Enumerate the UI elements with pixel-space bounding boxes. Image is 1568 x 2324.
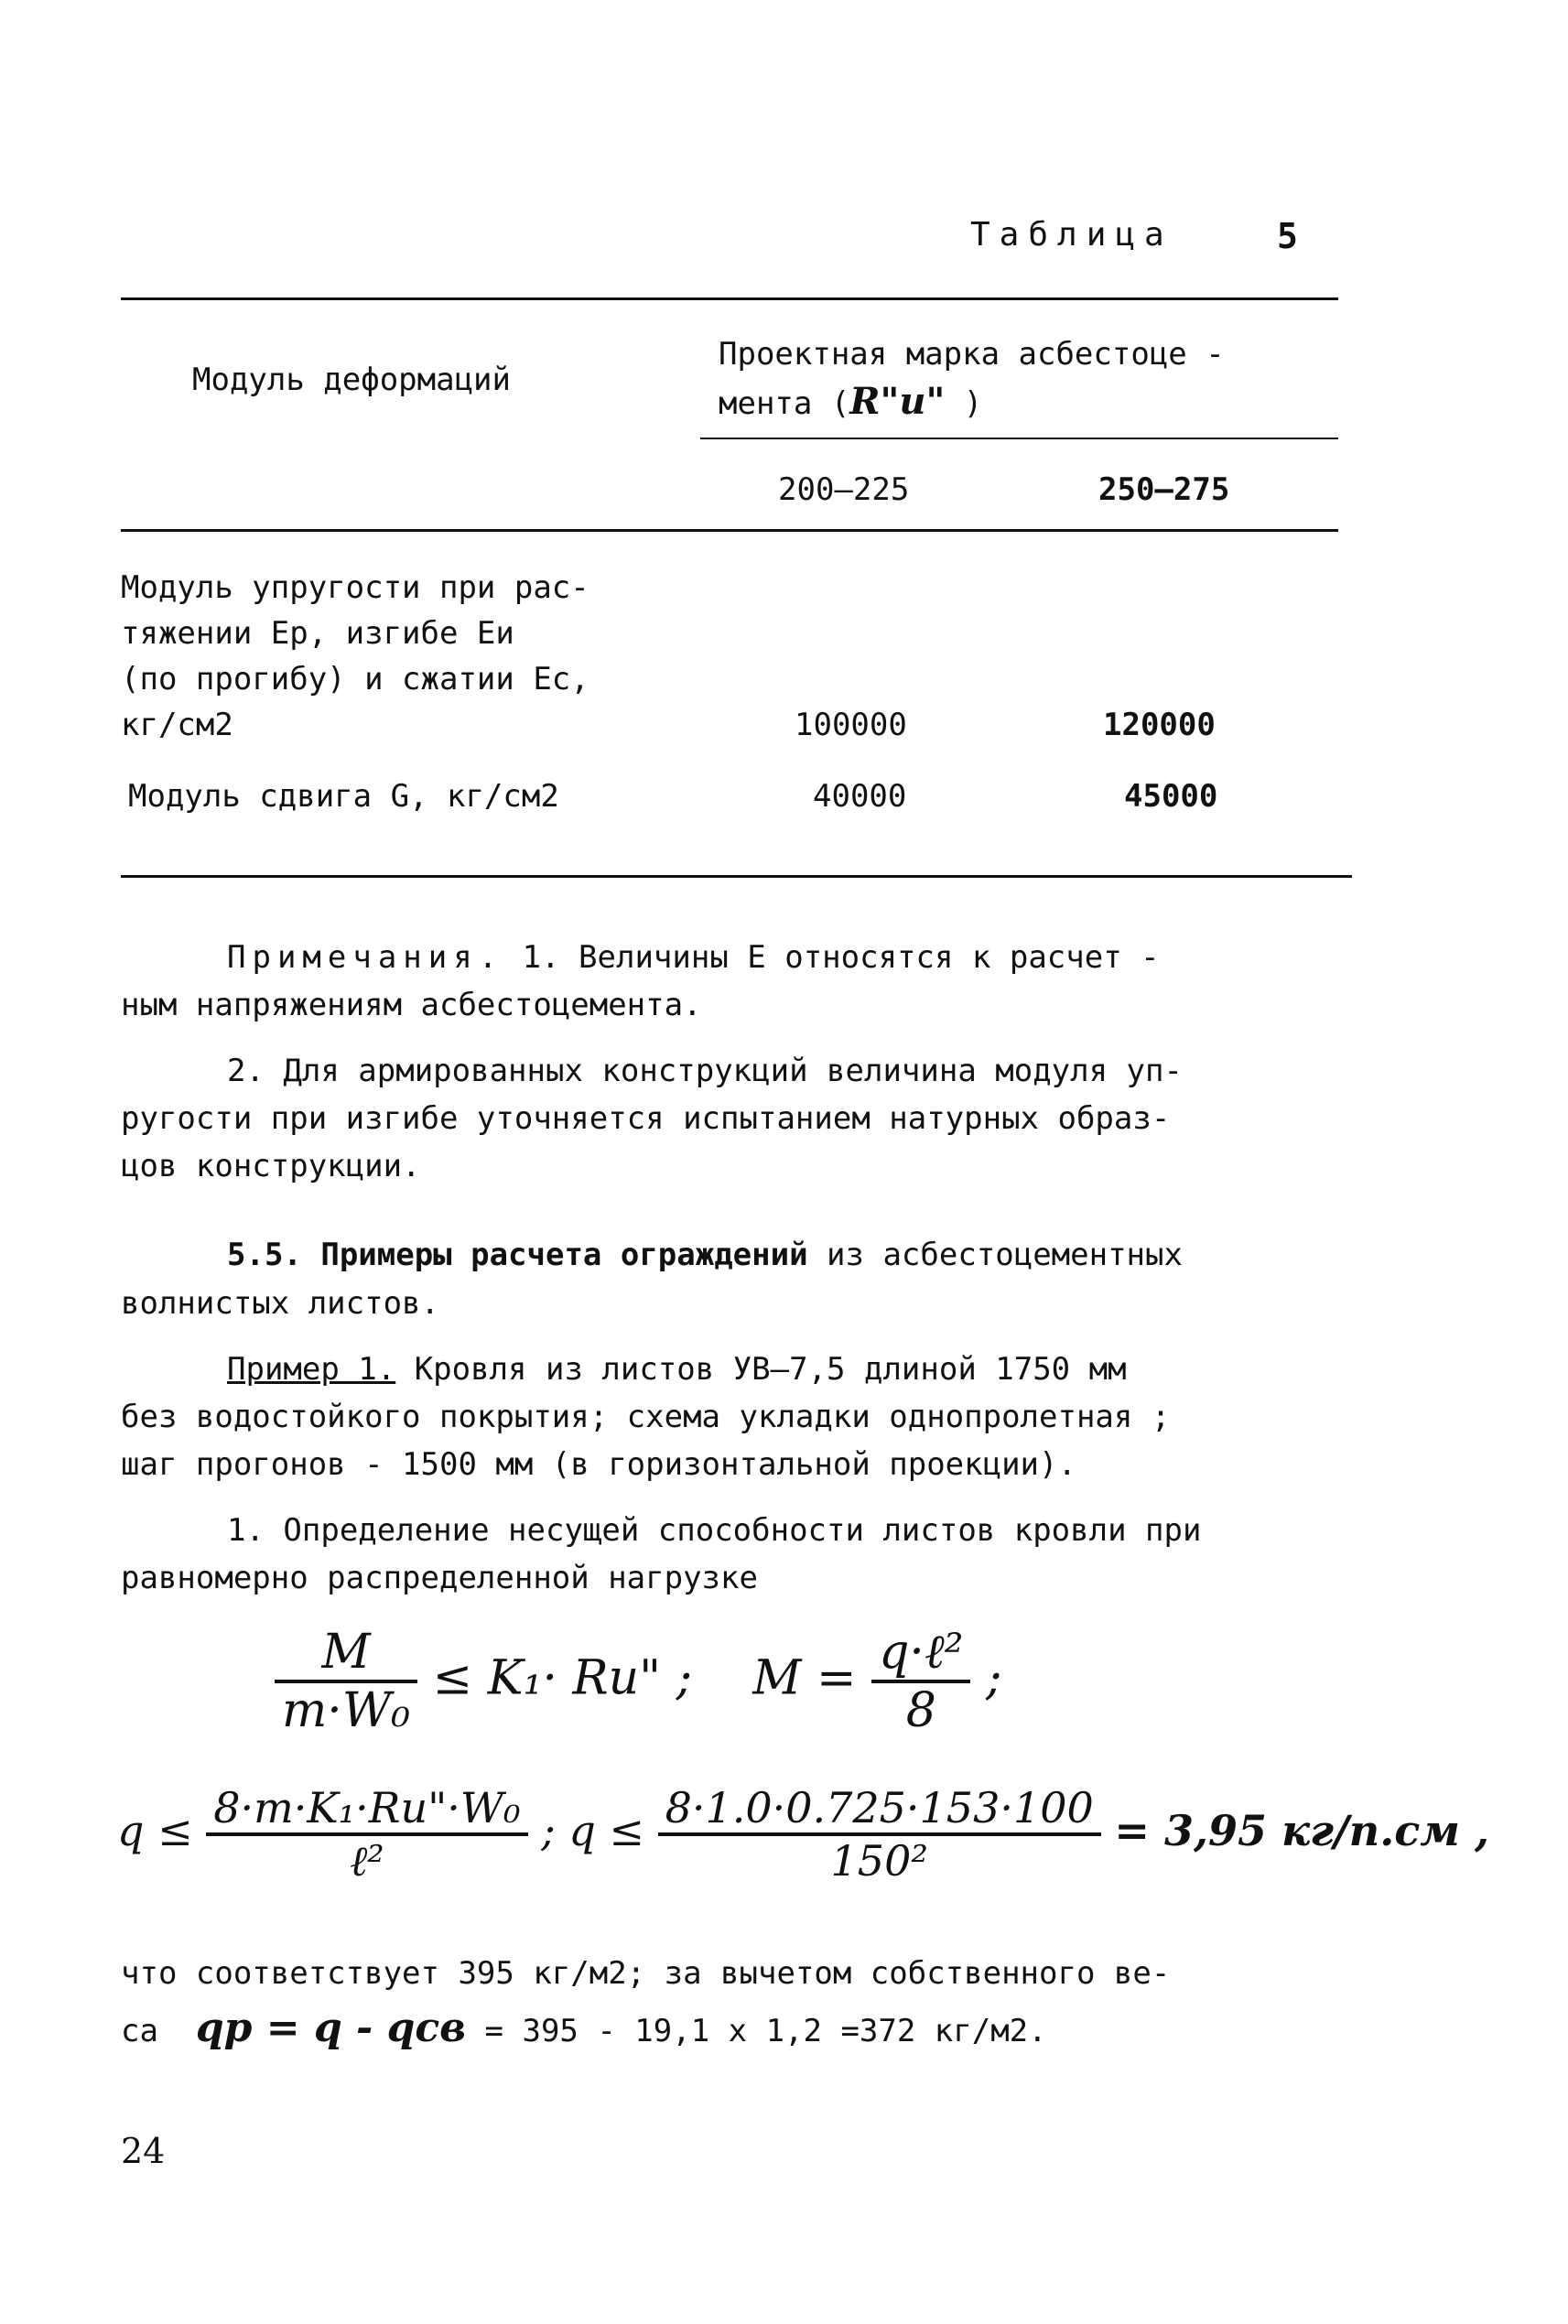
note-1-line-1: Примечания. 1. Величины E относятся к расчет - — [227, 939, 1160, 976]
grade-symbol: R"и" — [849, 380, 946, 423]
table-header-grade-line2: мента (R"и" ) — [719, 380, 983, 423]
note-2-line-1: 2. Для армированных конструкций величина модуля уп- — [227, 1053, 1183, 1089]
note-1-line-2: ным напряжениям асбестоцемента. — [121, 987, 702, 1023]
step-1-line-1: 1. Определение несущей способности листов кровли при — [227, 1512, 1202, 1549]
conclusion-line-1: что соответствует 395 кг/м2; за вычетом собственного ве- — [121, 1955, 1171, 1992]
page-number: 24 — [121, 2131, 166, 2171]
table-header-grade-line1: Проектная марка асбестоце - — [719, 336, 1225, 373]
table-row-1-label-line-2: тяжении Eр, изгибе Eи — [121, 615, 514, 652]
table-row-2-label: Модуль сдвига G, кг/см2 — [128, 778, 559, 815]
section-heading-line-1: 5.5. Примеры расчета ограждений из асбестоцементных — [227, 1237, 1183, 1273]
example-line-1: Пример 1. Кровля из листов УВ–7,5 длиной 1750 мм — [227, 1351, 1127, 1388]
conclusion-line-2: са qр = q - qсв = 395 - 19,1 x 1,2 =372 кг/м2. — [121, 2005, 1047, 2051]
table-row-1-label-line-3: (по прогибу) и сжатии Eс, — [121, 661, 589, 697]
fraction-ql2-over-8: $\frac{\text{q·ℓ²}}{8}$ — [871, 1625, 970, 1738]
fraction-numeric: $\frac{8\cdot 1.0\cdot 0.725\cdot 153\cdot 100}{\text{150²}}$ — [658, 1783, 1101, 1886]
table-row-2-value-1: 40000 — [813, 778, 907, 815]
table-top-rule — [121, 297, 1338, 300]
table-bottom-rule — [121, 875, 1352, 878]
section-heading-line-2: волнистых листов. — [121, 1285, 439, 1322]
table-header-modulus: Модуль деформаций — [192, 362, 511, 398]
table-col-header-1: 200–225 — [778, 471, 910, 508]
formula-moment-check: $\frac{M}{\text{m·W₀}}$ ≤ K₁· Rи" ; M = $\frac{\text{q·ℓ²}}{8}$ ; — [275, 1625, 1002, 1738]
table-header-subrule — [700, 438, 1338, 439]
conclusion-formula: qр = q - qсв — [195, 2005, 467, 2051]
table-row-1-label-line-1: Модуль упругости при рас- — [121, 569, 589, 606]
table-row-1-value-1: 100000 — [795, 707, 907, 743]
fraction-m-over-w: $\frac{M}{\text{m·W₀}}$ — [275, 1625, 417, 1738]
table-row-1-value-2: 120000 — [1103, 707, 1216, 743]
note-2-line-3: цов конструкции. — [121, 1148, 421, 1184]
fraction-general: $\frac{\text{8·m·K₁·Rи"·W₀}}{\text{ℓ²}}$ — [206, 1783, 527, 1886]
example-line-2: без водостойкого покрытия; схема укладки однопролетная ; — [121, 1399, 1171, 1435]
table-row-2-value-2: 45000 — [1124, 778, 1218, 815]
note-2-line-2: ругости при изгибе уточняется испытанием натурных образ- — [121, 1100, 1171, 1137]
formula-load-capacity: q ≤ $\frac{\text{8·m·K₁·Rи"·W₀}}{\text{ℓ²}}$ ; q ≤ $\frac{8\cdot 1.0\cdot 0.725\cdot 153\cdot 100}{\text{150²}}$ = 3,95 кг/п.см , — [117, 1783, 1490, 1886]
table-header-bottom-rule — [121, 529, 1338, 532]
table-col-header-2: 250–275 — [1098, 471, 1230, 508]
formula-result: = 3,95 кг/п.см , — [1114, 1806, 1490, 1855]
example-line-3: шаг прогонов - 1500 мм (в горизонтальной проекции). — [121, 1446, 1076, 1483]
table-row-1-label-line-4: кг/см2 — [121, 707, 233, 743]
table-caption: Таблица — [970, 216, 1173, 254]
table-caption-number: 5 — [1277, 216, 1298, 256]
example-label: Пример 1. — [227, 1351, 396, 1388]
step-1-line-2: равномерно распределенной нагрузке — [121, 1560, 758, 1596]
